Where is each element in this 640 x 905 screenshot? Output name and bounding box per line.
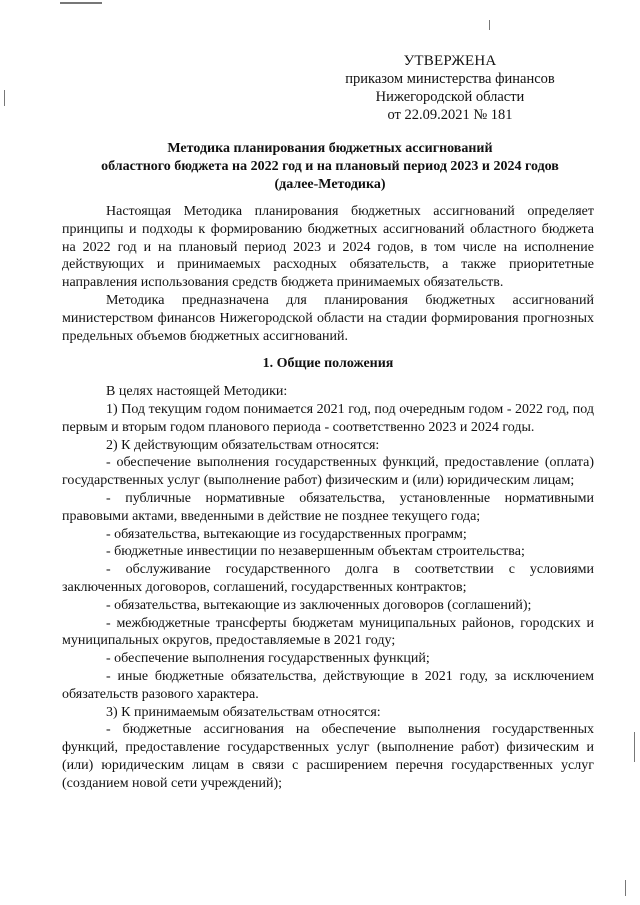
list-item: - обеспечение выполнения государственных функций;: [106, 651, 430, 667]
approval-stamp-block: [300, 52, 600, 124]
section-paragraph: 3) К принимаемым обязательствам относятся:: [106, 704, 381, 720]
scan-mark-right-edge: [634, 732, 635, 762]
title-line-1: Методика планирования бюджетных ассигнований: [167, 141, 493, 156]
document-body: [62, 203, 594, 793]
list-item: - обеспечение выполнения государственных функций, предоставление (оплата) государственных услуг (выполнение работ) физическим и (или) юридическим лицам;: [62, 455, 594, 489]
approval-line-3: от 22.09.2021 № 181: [387, 107, 513, 123]
list-item: - бюджетные инвестиции по незавершенным объектам строительства;: [106, 544, 525, 560]
section-paragraph: 2) К действующим обязательствам относятся:: [106, 437, 380, 453]
scan-mark-left-edge: [4, 90, 5, 106]
list-item: - обязательства, вытекающие из заключенных договоров (соглашений);: [106, 597, 532, 613]
approval-heading: УТВЕРЖЕНА: [403, 53, 497, 69]
intro-paragraph: Методика предназначена для планирования бюджетных ассигнований министерством финансов Нижегородской области на стадии формирования прогнозных предельных объемов бюджетных ассигнований.: [62, 292, 594, 344]
list-item: - обязательства, вытекающие из государственных программ;: [106, 526, 467, 542]
section-paragraph: В целях настоящей Методики:: [106, 384, 288, 400]
title-line-3: (далее-Методика): [274, 177, 386, 192]
title-line-2: областного бюджета на 2022 год и на плановый период 2023 и 2024 годов: [101, 159, 559, 174]
list-item: - межбюджетные трансферты бюджетам муниципальных районов, городских и муниципальных округов, предоставляемые в 2021 году;: [62, 615, 594, 649]
section-heading: 1. Общие положения: [262, 356, 394, 372]
list-item: - бюджетные ассигнования на обеспечение выполнения государственных функций, предоставление государственных услуг (выполнение работ) физическим и (или) юридическим лицам в связи с расширением перечня государственных услуг (созданием новой сети учреждений);: [62, 722, 594, 791]
scan-mark-bottom-right: [625, 880, 626, 896]
list-item: - публичные нормативные обязательства, установленные нормативными правовыми актами, введенными в действие не позднее текущего года;: [62, 490, 594, 524]
approval-line-2: Нижегородской области: [375, 89, 525, 105]
document-title: [40, 140, 620, 194]
scan-mark-top-right: [489, 20, 490, 30]
intro-paragraph: Настоящая Методика планирования бюджетных ассигнований определяет принципы и подходы к формированию бюджетных ассигнований областного бюджета на 2022 год и на плановый период 2023 и 2024 годов, в том числе на исполнение действующих и принимаемых расходных обязательств, а также приоритетные направления использования средств бюджета принимаемых обязательств.: [62, 204, 594, 291]
list-item: - иные бюджетные обязательства, действующие в 2021 году, за исключением обязательств разового характера.: [62, 668, 594, 702]
list-item: - обслуживание государственного долга в соответствии с условиями заключенных договоров, соглашений, государственных контрактов;: [62, 562, 594, 595]
section-paragraph: 1) Под текущим годом понимается 2021 год, под очередным годом - 2022 год, под первым и вторым годом планового периода - соответственно 2023 и 2024 годы.: [62, 401, 594, 435]
approval-line-1: приказом министерства финансов: [345, 71, 555, 87]
scan-mark-top-left: [60, 2, 102, 4]
